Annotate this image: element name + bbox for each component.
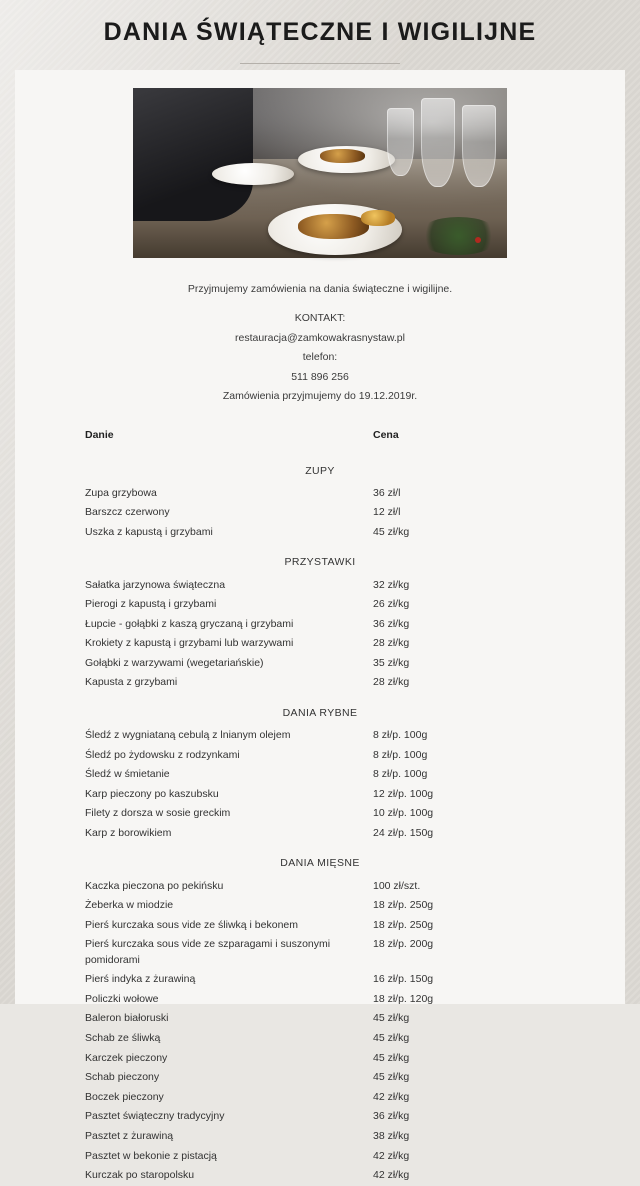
- menu-item: [85, 785, 555, 805]
- menu-item: [85, 726, 555, 746]
- menu-item-price: 42 zł/kg: [373, 1090, 410, 1103]
- column-header-price: Cena: [373, 428, 399, 441]
- menu-item-name: Pasztet świąteczny tradycyjny: [85, 1110, 225, 1123]
- menu-column-headers: [85, 429, 555, 451]
- menu-item-name: Kapusta z grzybami: [85, 676, 178, 689]
- photo-food: [320, 149, 365, 163]
- menu-item: [85, 804, 555, 824]
- photo-guest-silhouette: [133, 88, 253, 221]
- menu-item: [85, 1068, 555, 1088]
- menu-item-price: 36 zł/l: [373, 486, 401, 499]
- menu-item: [85, 654, 555, 674]
- festive-table-photo: [133, 88, 507, 258]
- intro-spacer: [85, 299, 555, 309]
- menu-item-price: 28 zł/kg: [373, 637, 410, 650]
- menu-item-name: Karczek pieczony: [85, 1051, 168, 1064]
- menu-item-name: Kaczka pieczona po pekińsku: [85, 879, 224, 892]
- menu-item-price: 32 zł/kg: [373, 578, 410, 591]
- photo-greenery: [417, 217, 499, 254]
- menu-item-name: Krokiety z kapustą i grzybami lub warzywami: [85, 637, 294, 650]
- menu-item-name: Śledź po żydowsku z rodzynkami: [85, 748, 240, 761]
- menu-item: [85, 1146, 555, 1166]
- order-deadline: Zamówienia przyjmujemy do 19.12.2019r.: [222, 390, 418, 403]
- menu-item: [85, 523, 555, 543]
- menu-item-name: Karp z borowikiem: [85, 827, 172, 840]
- menu-item-name: Pierś indyka z żurawiną: [85, 973, 196, 986]
- menu-item-name: Gołąbki z warzywami (wegetariańskie): [85, 656, 264, 669]
- menu-item-price: 8 zł/p. 100g: [373, 768, 428, 781]
- photo-wine-glass: [421, 98, 455, 186]
- menu-item: [85, 990, 555, 1010]
- menu-item: [85, 1166, 555, 1186]
- menu-item: [85, 673, 555, 693]
- photo-plate: [212, 163, 294, 185]
- page-header: [0, 0, 640, 64]
- menu-item: [85, 1048, 555, 1068]
- page-title: DANIA ŚWIĄTECZNE I WIGILIJNE: [103, 18, 537, 46]
- section-title: DANIA MIĘSNE: [280, 857, 360, 870]
- photo-food: [361, 210, 395, 225]
- menu-item-price: 42 zł/kg: [373, 1169, 410, 1182]
- menu-item-name: Schab ze śliwką: [85, 1032, 161, 1044]
- menu-item: [85, 970, 555, 990]
- menu-item-price: 26 zł/kg: [373, 598, 410, 611]
- menu-item: [85, 1107, 555, 1127]
- intro-block: [85, 280, 555, 407]
- menu-item-price: 18 zł/p. 250g: [373, 899, 434, 912]
- menu-item-name: Policzki wołowe: [85, 992, 159, 1005]
- menu-item: [85, 634, 555, 654]
- menu-item-name: Pierś kurczaka sous vide ze szparagami i suszonymi pomidorami: [85, 938, 331, 966]
- menu-item-price: 100 zł/szt.: [373, 879, 421, 892]
- section-title: PRZYSTAWKI: [284, 556, 356, 569]
- menu-item: [85, 916, 555, 936]
- menu-item: [85, 1088, 555, 1108]
- photo-wine-glass: [462, 105, 496, 187]
- menu-item-name: Baleron białoruski: [85, 1012, 169, 1025]
- menu-item-name: Śledź w śmietanie: [85, 768, 170, 781]
- menu-item-price: 36 zł/kg: [373, 617, 410, 630]
- menu-item-name: Barszcz czerwony: [85, 506, 170, 519]
- menu-item-price: 42 zł/kg: [373, 1149, 410, 1162]
- photo-wine-glass: [387, 108, 413, 176]
- contact-label: KONTAKT:: [294, 312, 346, 325]
- photo-food: [298, 214, 369, 240]
- section-title: ZUPY: [305, 464, 335, 477]
- menu-item: [85, 595, 555, 615]
- hero-image: [133, 88, 507, 258]
- menu-item-price: 16 zł/p. 150g: [373, 973, 434, 986]
- menu-item-price: 45 zł/kg: [373, 1051, 410, 1064]
- menu-list: [85, 429, 555, 1186]
- menu-item-name: Kurczak po staropolsku: [85, 1169, 195, 1182]
- menu-item-price: 45 zł/kg: [373, 1012, 410, 1025]
- menu-item-name: Pierś kurczaka sous vide ze śliwką i bekonem: [85, 918, 299, 931]
- menu-item-name: Pasztet w bekonie z pistacją: [85, 1149, 217, 1162]
- menu-item: [85, 896, 555, 916]
- menu-item: [85, 575, 555, 595]
- contact-phone[interactable]: 511 896 256: [291, 370, 349, 383]
- menu-item-price: 18 zł/p. 250g: [373, 918, 434, 931]
- menu-item: [85, 1029, 555, 1049]
- menu-item-name: Boczek pieczony: [85, 1090, 164, 1103]
- column-header-dish: Danie: [85, 428, 114, 441]
- menu-item: [85, 503, 555, 523]
- menu-item-name: Zupa grzybowa: [85, 486, 157, 499]
- phone-label: telefon:: [302, 351, 338, 364]
- menu-item-price: 38 zł/kg: [373, 1129, 410, 1142]
- header-divider: [240, 63, 400, 64]
- menu-item-price: 8 zł/p. 100g: [373, 729, 428, 742]
- photo-berry: [475, 237, 481, 243]
- menu-item-name: Śledź z wygniataną cebulą z lnianym olejem: [85, 729, 291, 742]
- menu-item: [85, 484, 555, 504]
- intro-line: Przyjmujemy zamówienia na dania świąteczne i wigilijne.: [187, 283, 453, 295]
- menu-item: [85, 765, 555, 785]
- menu-item: [85, 1009, 555, 1029]
- section-title: DANIA RYBNE: [282, 706, 358, 719]
- menu-item-name: Łupcie - gołąbki z kaszą gryczaną i grzybami: [85, 617, 294, 630]
- menu-item-price: 18 zł/p. 200g: [373, 938, 434, 951]
- menu-item-name: Uszka z kapustą i grzybami: [85, 525, 213, 538]
- menu-item-price: 24 zł/p. 150g: [373, 827, 434, 840]
- menu-item-name: Schab pieczony: [85, 1071, 160, 1084]
- menu-item-price: 28 zł/kg: [373, 676, 410, 689]
- menu-item-price: 45 zł/kg: [373, 1032, 410, 1044]
- menu-item-price: 45 zł/kg: [373, 525, 410, 538]
- menu-item: [85, 824, 555, 844]
- contact-email[interactable]: restauracja@zamkowakrasnystaw.pl: [235, 331, 405, 344]
- menu-item-price: 8 zł/p. 100g: [373, 748, 428, 761]
- menu-item-price: 45 zł/kg: [373, 1071, 410, 1084]
- menu-item: [85, 1127, 555, 1147]
- menu-item-name: Karp pieczony po kaszubsku: [85, 787, 219, 800]
- menu-item-price: 18 zł/p. 120g: [373, 992, 434, 1005]
- menu-item: [85, 745, 555, 765]
- menu-item-price: 10 zł/p. 100g: [373, 807, 434, 820]
- menu-item: [85, 615, 555, 635]
- menu-item-price: 36 zł/kg: [373, 1110, 410, 1123]
- menu-item-price: 35 zł/kg: [373, 656, 410, 669]
- menu-item: [85, 935, 555, 970]
- menu-item: [85, 876, 555, 896]
- menu-item-name: Sałatka jarzynowa świąteczna: [85, 578, 226, 591]
- menu-item-name: Filety z dorsza w sosie greckim: [85, 807, 231, 820]
- menu-item-name: Żeberka w miodzie: [85, 899, 174, 912]
- content-sheet: [15, 70, 625, 1182]
- menu-item-price: 12 zł/l: [373, 506, 401, 519]
- menu-item-price: 12 zł/p. 100g: [373, 787, 434, 800]
- menu-item-name: Pierogi z kapustą i grzybami: [85, 598, 217, 611]
- menu-item-name: Pasztet z żurawiną: [85, 1129, 174, 1142]
